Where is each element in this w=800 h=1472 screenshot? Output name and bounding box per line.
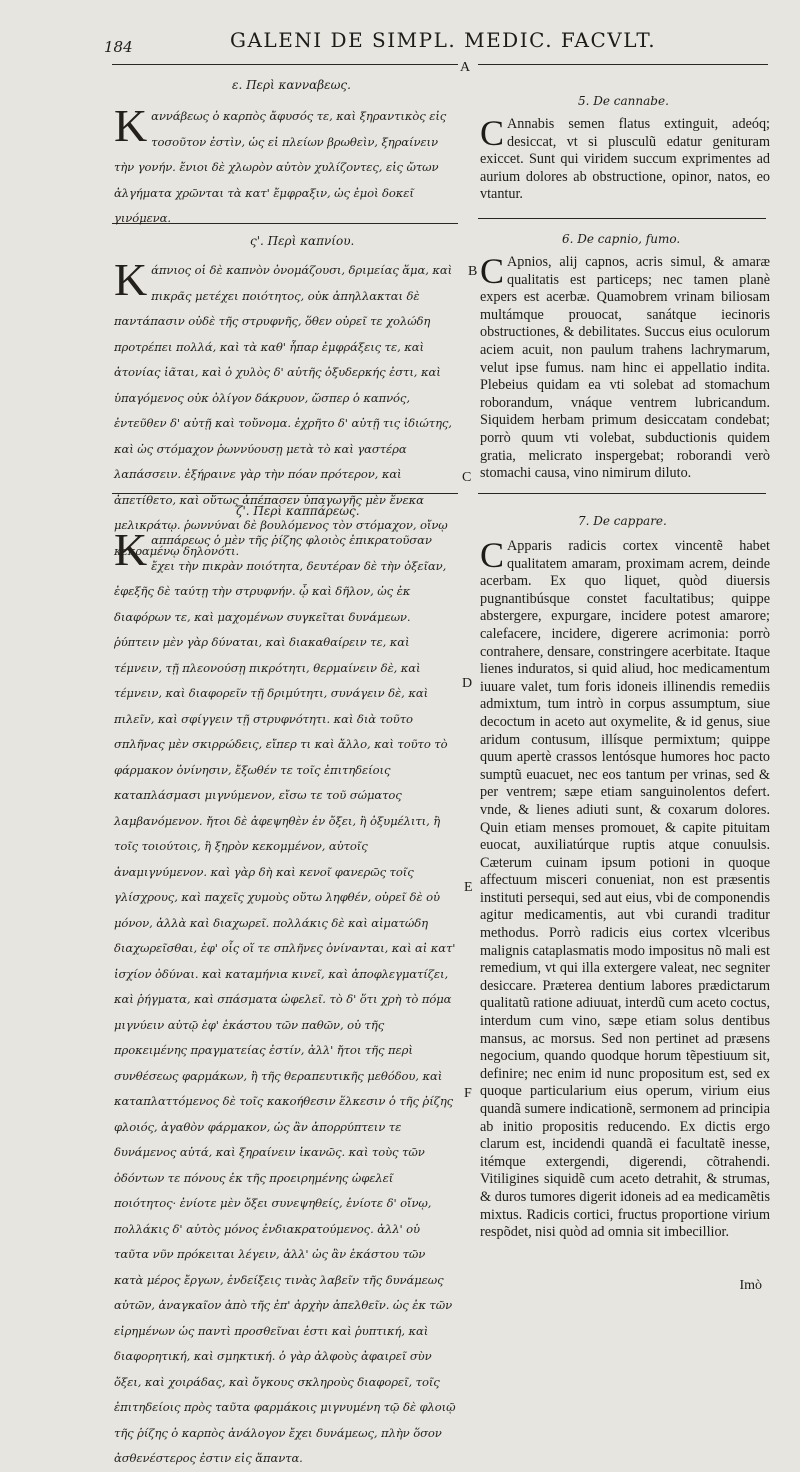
latin-heading-5: 5. De cannabe. xyxy=(578,94,669,108)
greek-paragraph: αννάβεως ὁ καρπὸς ἄφυσός τε, καὶ ξηραντικὸς εἰς τοσοῦτον ἐστὶν, ὡς εἰ πλείων βρωθεὶν, ξηραίνειν τὴν γονήν. ἔνιοι δὲ χλωρὸν αὐτὸν χυλίζοντες, εἰς ὤτων ἀλγήματα χρῶνται τὰ κατ' ἔμφραξιν, ὡς ἐμοὶ δοκεῖ γινόμενα. xyxy=(114,109,447,225)
drop-cap: C xyxy=(480,535,505,575)
margin-letter-f: F xyxy=(464,1086,472,1101)
latin-paragraph: Apparis radicis cortex vincentẽ habet qualitatem amaram, proximam acrem, deinde acerbam. Ex quo liquet, quòd diuersis pugnantibúsque constet facultatibus; quippe abstergere, expurgare, incidere potest amarore; calefacere, incidere, digerere acrimonia: porrò contrahere, densare, constringere acerbitate. Itaque lienes induratos, si quid aliud, hoc medicamentum iuuare valet, tum foris idoneis illinendis remediis admixtum, tum intrò in corpus assumptum, siue decoctum in aceto aut oxymelite, & id genus, siue aridum contusum, illísque permixtum; quippe quum apertè crassos lentósque humores hoc pacto sumptũ euacuet, nec eos tantum per vrinas, sed & per ventrem; sæpe etiam sanguinolentos defert. vnde, & lienes adiuti sunt, & coxarum dolores. Quin etiam menses promouet, & capite pituitam euocat, auxiliatúrque ruptis atque conuulsis. Cæterum cuinam ipsum potioni in quoque affectuum misceri conueniat, non est præsentis instituti persequi, sed aut eius, vbi de componendis agitur medicamentis, aut vbi curandi traditur methodus. Porrò radicis eius cortex vlceribus malignis cataplasmatis modo impositus nõ mali est remedium, vt qui illa extergere valeat, nec segniter desiccare. Præterea dentium labores prædictarum qualitatũ ratione adiuuat, interdũ cum aceto coctus, interdum cum vino, sæpe etiam solus dentibus mansus, ac morsus. Sed non pertinet ad præsens negocium, quando quodque horum tẽpestiuum sit, definire; nec enim id nunc propositum est, sed ex quoque particularium eius operum, virium eius quandã sumere indicationẽ, sermonem ad principia ab initio propositis reducendo. Ex dictis ergo clarum est, incidendi quandã ei facultatẽ inesse, itémque extergendi, digerendi, cõtrahendi. Vitiligines siquidẽ cum aceto detrahit, & strumas, & duros tumores digerit idoneis ad ea medicamẽtis mixtus. Radicis cortici, fructus proportione virium respõdet, nisi quòd ad omnia sit imbecillior. xyxy=(480,538,770,1241)
margin-letter-b: B xyxy=(468,264,478,279)
latin-heading-6: 6. De capnio, fumo. xyxy=(562,232,681,246)
greek-heading-6: ς'. Περὶ καπνίου. xyxy=(250,234,355,248)
header-rule-left xyxy=(112,64,458,65)
greek-heading-7: ζ'. Περὶ καππάρεως. xyxy=(236,504,360,518)
header-rule-right xyxy=(478,64,768,65)
margin-letter-e: E xyxy=(464,880,473,895)
latin-text-7 xyxy=(480,535,770,1276)
running-title: GALENI DE SIMPL. MEDIC. FACVLT. xyxy=(230,28,657,52)
section-rule-latin-2 xyxy=(478,493,766,494)
drop-cap: K xyxy=(114,524,148,575)
margin-letter-a: A xyxy=(460,60,471,75)
latin-heading-7: 7. De cappare. xyxy=(578,514,667,528)
greek-paragraph: αππάρεως ὁ μὲν τῆς ῥίζης φλοιὸς ἐπικρατοῦσαν ἔχει τὴν πικρὰν ποιότητα, δευτέραν δὲ τὴν ὀξεῖαν, ἐφεξῆς δὲ ταύτῃ τὴν στρυφνήν. ᾧ καὶ δῆλον, ὡς ἐκ διαφόρων τε, καὶ μαχομένων συγκεῖται δυνάμεων. ῥύπτειν μὲν γὰρ δύναται, καὶ διακαθαίρειν τε, καὶ τέμνειν, τῇ πλεονούσῃ πικρότητι, θερμαίνειν δὲ, καὶ τέμνειν, καὶ διαφορεῖν τῇ δριμύτητι, συνάγειν δὲ, καὶ πιλεῖν, καὶ σφίγγειν τῇ στρυφνότητι. καὶ διὰ τοῦτο σπλῆνας μὲν σκιρρώδεις, εἴπερ τι καὶ ἄλλο, καὶ τοῦτο τὸ φάρμακον ὀνίνησιν, ἔξωθέν τε τοῖς ἐπιτηδείοις καταπλάσμασι μιγνύμενον, εἴσω τε τοῦ σώματος λαμβανόμενον. ἤτοι δὲ ἀφεψηθὲν ἐν ὄξει, ἢ ὀξυμέλιτι, ἢ τοῖς τοιούτοις, ἢ ξηρὸν κεκομμένον, αὐτοῖς ἀναμιγνύμενον. καὶ γὰρ δὴ καὶ κενοῖ φανερῶς τοῖς γλίσχρους, καὶ παχεῖς χυμοὺς οὕτω ληφθέν, οὐρεῖ δὲ οὐ μόνον, ἀλλὰ καὶ διαχωρεῖ. πολλάκις δὲ καὶ αἱματώδη διαχωρεῖσθαι, ἐφ' οἷς οἵ τε σπλῆνες ὀνίνανται, καὶ αἱ κατ' ἰσχίον ὀδύναι. καὶ καταμήνια κινεῖ, καὶ ἀποφλεγματίζει, καὶ ῥήγματα, καὶ σπάσματα ὠφελεῖ. τὸ δ' ὅτι χρὴ τὸ πόμα μιγνύειν αὐτῷ ἐφ' ἑκάστου τῶν παθῶν, οὐ τῆς προκειμένης πραγματείας ἐστίν, ἀλλ' ἤτοι τῆς περὶ συνθέσεως φαρμάκων, ἢ τῆς θεραπευτικῆς μεθόδου, καὶ καταπλαττόμενος δὲ τοῖς κακοήθεσιν ἕλκεσιν ὁ τῆς ῥίζης φλοιός, ἀγαθὸν φάρμακον, ὡς ἂν ἀπορρύπτειν τε δυνάμενος αὐτά, καὶ ξηραίνειν ἱκανῶς. καὶ τοὺς τῶν ὀδόντων τε πόνους ἐκ τῆς προειρημένης ὠφελεῖ ποιότητος· ἐνίοτε μὲν ὄξει συνεψηθείς, ἐνίοτε δ' οἴνῳ, πολλάκις δ' αὐτὸς μόνος ἐνδιακρατούμενος. ἀλλ' οὐ ταῦτα νῦν πρόκειται λέγειν, ἀλλ' ὡς ἂν ἑκάστου τῶν κατὰ μέρος ἔργων, ἐνδείξεις τινὰς λαβεῖν τῆς δυνάμεως αὐτῶν, ἀναγκαῖον ἀπὸ τῆς ἐπ' ἀρχὴν ἀπελθεῖν. ὡς ἐκ τῶν εἰρημένων ὡς παντὶ προσθεῖναι ἐστι καὶ ῥυπτική, καὶ διαφορητική, καὶ σμηκτική. ὁ γὰρ ἀλφοὺς ἀφαιρεῖ σὺν ὄξει, καὶ χοιράδας, καὶ ὄγκους σκληροὺς διαφορεῖ, τοῖς ἐπιτηδείοις πρὸς ταῦτα φαρμάκοις μιγνυμένη τῷ δὲ φλοιῷ τῆς ῥίζης ὁ καρπὸς ἀνάλογον ἔχει δυνάμεως, πλὴν ὅσον ἀσθενέστερος ἐστιν εἰς ἅπαντα. xyxy=(114,533,456,1465)
latin-text-5 xyxy=(480,113,770,212)
drop-cap: C xyxy=(480,251,505,291)
margin-letter-d: D xyxy=(462,676,473,691)
greek-heading-5: ε. Περὶ κανναβεως. xyxy=(232,78,351,92)
catchword: Imò xyxy=(739,1278,762,1293)
greek-text-7 xyxy=(114,524,458,1465)
latin-text-6 xyxy=(480,251,770,484)
greek-paragraph: άπνιος οἱ δὲ καπνὸν ὀνομάζουσι, δριμείας ἅμα, καὶ πικρᾶς μετέχει ποιότητος, οὐκ ἀπηλλακται δὲ παντάπασιν οὐδὲ τῆς στρυφνῆς, ὅθεν οὐρεῖ τε χολώδη προτρέπει πολλά, καὶ τὰ καθ' ἧπαρ ἐμφράξεις τε, καὶ ἀτονίας ἰᾶται, καὶ ὁ χυλὸς δ' αὐτῆς ὀξυδερκής ἐστι, καὶ ὑπαγόμενος οὐκ ὀλίγον δάκρυον, ὥσπερ ὁ καπνός, ἐντεῦθεν δ' αὐτῇ καὶ τοὔνομα. ἐχρῆτο δ' αὐτῇ τις ἰδιώτης, καὶ ὡς στόμαχον ῥωννύουσῃ μετὰ τὸ καὶ γαστέρα λαπάσσειν. ἐξήραινε γὰρ τὴν πόαν πρότερον, καὶ ἀπετίθετο, καὶ οὕτως ἀπέπασεν ὑπαγωγῆς μὲν ἕνεκα μελικράτῳ. ῥωννύναι δὲ βουλόμενος τὸν στόμαχον, οἴνῳ κεκραμένῳ δηλονότι. xyxy=(114,263,453,558)
greek-text-5 xyxy=(114,100,458,225)
section-rule-latin-1 xyxy=(478,218,766,219)
latin-paragraph: Annabis semen flatus extinguit, adeóq; desiccat, vt si plusculũ edatur genituram exiccet. Sunt qui viridem succum exprimentes ad aurium dolores ab obstructione, opinor, natos, eo vtantur. xyxy=(480,116,770,203)
drop-cap: C xyxy=(480,113,505,153)
page-number: 184 xyxy=(104,38,133,56)
latin-paragraph: Apnios, alij capnos, acris simul, & amaræ qualitatis est particeps; nec tamen planè expers est acerbæ. Quamobrem vrinam biliosam multámque prouocat, sanátque iecinoris obstructiones, & debilitates. Succus eius oculorum aciem acuit, non paulum trahens lachrymarum, velut ipse fumus. nam hinc ei appellatio indita. Plebeius quidam ea vti solebat ad stomachum roborandum, vnáque ventrem lubricandum. Siquidem herbam primum desiccatam condebat; porrò quum vti volebat, subductionis quidem gratia, melicrato inspergebat; roborandi verò stomachi causa, vino nimirum diluto. xyxy=(480,254,770,482)
drop-cap: K xyxy=(114,254,148,305)
drop-cap: K xyxy=(114,100,148,151)
margin-letter-c: C xyxy=(462,470,472,485)
